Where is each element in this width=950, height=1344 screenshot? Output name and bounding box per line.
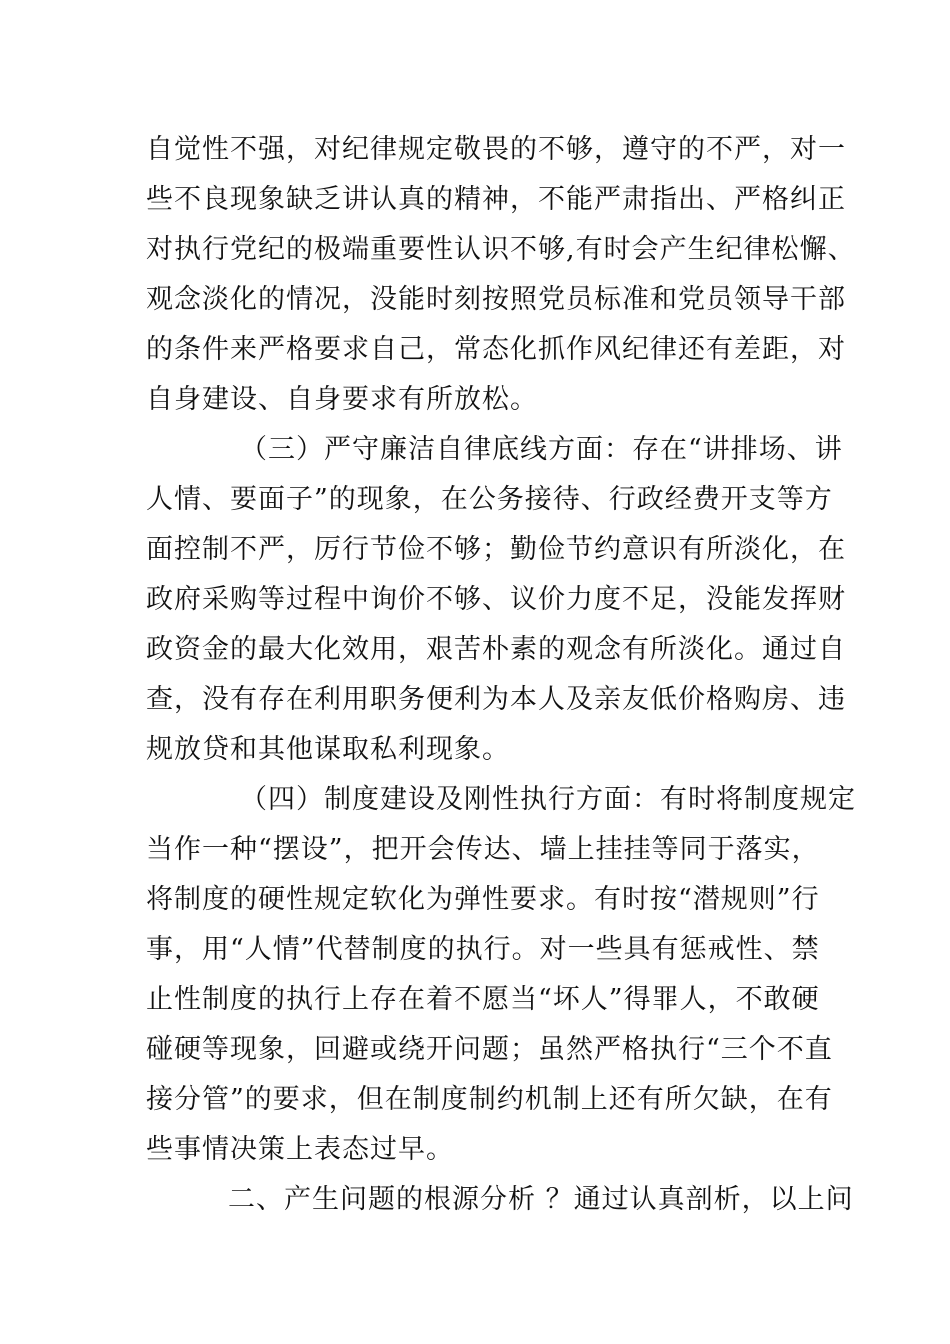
text-line: 政资金的最大化效用，艰苦朴素的观念有所淡化。通过自 (146, 634, 846, 665)
text-line: 自觉性不强，对纪律规定敬畏的不够，遵守的不严，对一 (146, 134, 846, 165)
text-line: 查，没有存在利用职务便利为本人及亲友低价格购房、违 (146, 684, 846, 715)
text-line: 对执行党纪的极端重要性认识不够,有时会产生纪律松懈、 (146, 234, 856, 265)
section-heading-line: （三）严守廉洁自律底线方面：存在“讲排场、讲 (240, 434, 843, 465)
text-line: 的条件来严格要求自己，常态化抓作风纪律还有差距，对 (146, 334, 846, 365)
text-line: 碰硬等现象，回避或绕开问题；虽然严格执行“三个不直 (146, 1034, 833, 1065)
text-line: 将制度的硬性规定软化为弹性要求。有时按“潜规则”行 (146, 884, 820, 915)
text-line: 当作一种“摆设”，把开会传达、墙上挂挂等同于落实， (146, 834, 820, 865)
text-line: 观念淡化的情况，没能时刻按照党员标准和党员领导干部 (146, 284, 846, 315)
text-line: 政府采购等过程中询价不够、议价力度不足，没能发挥财 (146, 584, 846, 615)
text-line: 人情、要面子”的现象，在公务接待、行政经费开支等方 (146, 484, 833, 515)
text-line: 些事情决策上表态过早。 (146, 1134, 454, 1165)
text-line: 事，用“人情”代替制度的执行。对一些具有惩戒性、禁 (146, 934, 820, 965)
text-line: 规放贷和其他谋取私利现象。 (146, 734, 510, 765)
text-line: 止性制度的执行上存在着不愿当“坏人”得罪人，不敢硬 (146, 984, 820, 1015)
section-heading-line: 二、产生问题的根源分析 ？通过认真剖析，以上问 (228, 1184, 854, 1215)
text-line: 面控制不严，厉行节俭不够；勤俭节约意识有所淡化，在 (146, 534, 846, 565)
text-line: 些不良现象缺乏讲认真的精神，不能严肃指出、严格纠正 (146, 184, 846, 215)
text-line: 接分管”的要求，但在制度制约机制上还有所欠缺，在有 (146, 1084, 833, 1115)
section-heading-line: （四）制度建设及刚性执行方面：有时将制度规定 (240, 784, 856, 815)
text-line: 自身建设、自身要求有所放松。 (146, 384, 538, 415)
